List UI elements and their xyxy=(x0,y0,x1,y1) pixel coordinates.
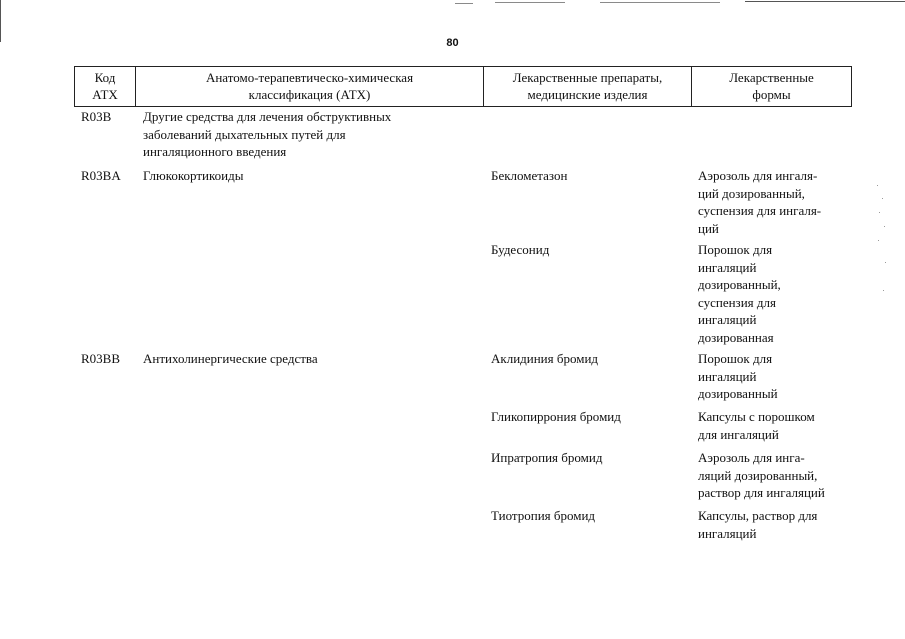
drug-form: Аэрозоль для ингаля- ций дозированный, суспензия для ингаля- ций xyxy=(698,168,822,236)
drug-name: Ипратропия бромид xyxy=(491,450,603,465)
row-classification: Другие средства для лечения обструктивных заболеваний дыхательных путей для ингаляционного введения xyxy=(143,109,392,159)
table-header xyxy=(74,66,852,107)
drug-name: Будесонид xyxy=(491,242,550,257)
scan-speck xyxy=(883,290,884,291)
header-forms: Лекарственные формы xyxy=(729,70,814,102)
drug-form: Порошок для ингаляций дозированный xyxy=(698,351,778,401)
row-code: R03B xyxy=(81,109,112,124)
scan-speck xyxy=(877,185,878,186)
scan-speck xyxy=(885,262,886,263)
page-number: 80 xyxy=(446,37,459,49)
drug-name: Гликопиррония бромид xyxy=(491,409,621,424)
scan-artifact xyxy=(495,2,565,3)
header-code: Код АТХ xyxy=(92,70,118,102)
scan-artifact xyxy=(745,1,905,2)
row-classification: Глюкокортикоиды xyxy=(143,168,244,183)
scan-speck xyxy=(884,226,885,227)
scan-speck xyxy=(879,212,880,213)
row-classification: Антихолинергические средства xyxy=(143,351,318,366)
header-classification: Анатомо-терапевтическо-химическая классификация (АТХ) xyxy=(205,70,414,102)
row-code: R03BA xyxy=(81,168,121,183)
drug-name: Тиотропия бромид xyxy=(491,508,596,523)
header-drugs: Лекарственные препараты, медицинские изделия xyxy=(512,70,663,102)
scan-edge xyxy=(0,0,1,42)
row-code: R03BB xyxy=(81,351,121,366)
drug-name: Аклидиния бромид xyxy=(491,351,599,366)
drug-name: Беклометазон xyxy=(491,168,568,183)
scan-artifact xyxy=(455,3,473,4)
drug-form: Аэрозоль для инга- ляций дозированный, раствор для ингаляций xyxy=(698,450,825,500)
drug-form: Капсулы с порошком для ингаляций xyxy=(698,409,815,442)
scan-speck xyxy=(878,240,879,241)
scan-speck xyxy=(882,198,883,199)
drug-form: Порошок для ингаляций дозированный, суспензия для ингаляций дозированная xyxy=(698,242,781,345)
drug-form: Капсулы, раствор для ингаляций xyxy=(698,508,818,541)
scan-artifact xyxy=(600,2,720,3)
